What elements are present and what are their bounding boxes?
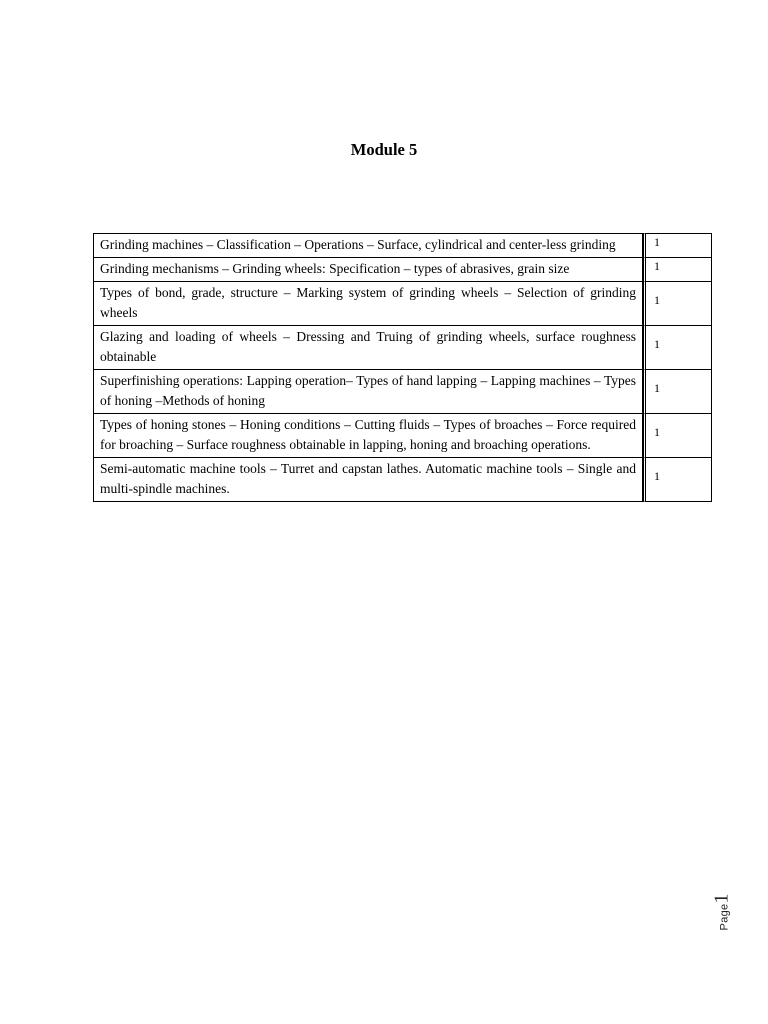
page-number <box>712 890 732 934</box>
hours-cell <box>643 413 712 457</box>
hours-cell <box>643 369 712 413</box>
topic-cell: Superfinishing operations: Lapping operation– Types of hand lapping – Lapping machines – Types of honing –Methods of honing <box>93 369 643 413</box>
table-row <box>93 413 712 457</box>
page-number-value: 1 <box>710 893 733 904</box>
topic-cell: Grinding machines – Classification – Operations – Surface, cylindrical and center-less grinding <box>93 233 643 257</box>
topic-cell: Types of honing stones – Honing conditions – Cutting fluids – Types of broaches – Force required for broaching – Surface roughness obtainable in lapping, honing and broaching operations. <box>93 413 643 457</box>
hours-value: 1 <box>654 293 660 307</box>
topic-cell: Semi-automatic machine tools – Turret and capstan lathes. Automatic machine tools – Single and multi-spindle machines. <box>93 457 643 502</box>
hours-value: 1 <box>654 337 660 351</box>
hours-value: 1 <box>654 381 660 395</box>
hours-cell <box>643 457 712 502</box>
hours-value: 1 <box>654 469 660 483</box>
table-row <box>93 233 712 257</box>
table-row <box>93 369 712 413</box>
topic-cell: Glazing and loading of wheels – Dressing and Truing of grinding wheels, surface roughness obtainable <box>93 325 643 369</box>
hours-cell <box>643 281 712 325</box>
table-row <box>93 325 712 369</box>
hours-cell <box>643 233 712 257</box>
syllabus-table <box>93 233 712 502</box>
hours-cell <box>643 257 712 281</box>
topic-cell: Types of bond, grade, structure – Marking system of grinding wheels – Selection of grinding wheels <box>93 281 643 325</box>
page-number-rotated <box>711 894 734 931</box>
hours-value: 1 <box>654 425 660 439</box>
hours-value: 1 <box>654 259 660 273</box>
table-row <box>93 281 712 325</box>
table-row <box>93 257 712 281</box>
page-title: Module 5 <box>350 140 418 159</box>
hours-cell <box>643 325 712 369</box>
page-label: Page <box>718 903 731 931</box>
table-row <box>93 457 712 502</box>
hours-value: 1 <box>654 235 660 249</box>
topic-cell: Grinding mechanisms – Grinding wheels: Specification – types of abrasives, grain size <box>93 257 643 281</box>
